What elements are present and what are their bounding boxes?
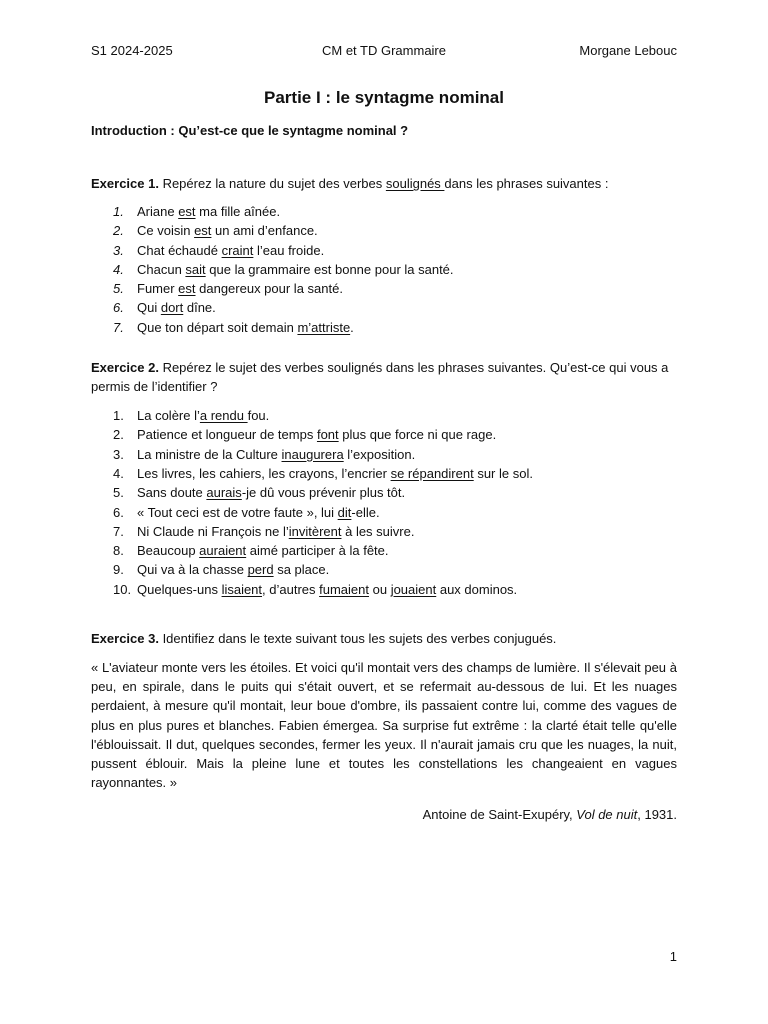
sentence-text: Beaucoup — [137, 543, 200, 559]
header-semester: S1 2024-2025 — [91, 43, 173, 58]
underlined-verb: perd — [247, 562, 274, 578]
sentence-text: Ariane — [137, 204, 179, 219]
list-item — [91, 202, 677, 221]
item-number: 6. — [113, 300, 124, 316]
sentence-text: un ami d’enfance. — [211, 223, 318, 239]
underlined-verb: lisaient — [221, 581, 263, 597]
page-header — [91, 43, 677, 61]
header-course: CM et TD Grammaire — [322, 43, 446, 58]
sentence-text: Sans doute — [137, 485, 207, 501]
sentence-text: -elle. — [351, 504, 380, 520]
item-number: 2. — [113, 427, 124, 443]
exercise-2-label: Exercice 2. — [91, 360, 159, 376]
introduction-heading: Introduction : Qu’est-ce que le syntagme nominal ? — [91, 123, 409, 138]
underlined-verb: jouaient — [390, 581, 437, 597]
sentence-text: Patience et longueur de temps — [137, 427, 317, 443]
sentence-text: Ce voisin — [137, 223, 195, 239]
sentence-text: , d’autres — [262, 581, 320, 597]
list-item — [91, 580, 677, 599]
sentence-text: que la grammaire est bonne pour la santé. — [205, 261, 454, 277]
document-body — [91, 86, 677, 837]
exercise-1-underlined-word: soulignés — [385, 176, 445, 191]
sentence-text: -je dû vous prévenir plus tôt. — [241, 485, 406, 501]
underlined-verb: est — [178, 204, 196, 219]
list-item — [91, 560, 677, 579]
list-item — [91, 464, 677, 483]
underlined-verb: inaugurera — [281, 446, 344, 462]
list-item — [91, 298, 677, 317]
exercise-2-instruction — [91, 358, 677, 396]
exercise-2-list — [91, 406, 677, 599]
underlined-verb: a rendu — [199, 408, 248, 424]
underlined-verb: dit — [337, 504, 352, 520]
item-number: 7. — [113, 523, 124, 539]
exercise-3-text: Identifiez dans le texte suivant tous les sujets des verbes conjugués. — [158, 631, 557, 647]
item-number: 2. — [113, 223, 124, 239]
exercise-1-label: Exercice 1. — [91, 176, 159, 191]
list-item — [91, 483, 677, 502]
list-item — [91, 221, 677, 240]
exercise-1-instruction — [91, 174, 677, 193]
attribution-year: , 1931. — [637, 807, 677, 823]
quoted-passage: « L'aviateur monte vers les étoiles. Et voici qu'il montait vers des champs de lumière. Il s'élevait peu à peu, en spirale, dans le puits qui s'était ouvert, et se refermait au-dessous de lui. Et les nuages perdaient, à mesure qu'il montait, leur boue d'ombre, ils passaient contre lui, comme des vagues de plus en plus pures et blanches. Fabien émergea. Sa surprise fut extrême : la clarté était telle qu'elle l'éblouissait. Il dut, quelques secondes, fermer les yeux. Il n'aurait jamais cru que les nuages, la nuit, pussent éblouir. Mais la pleine lune et toutes les constellations les changeaient en vagues rayonnantes. » — [91, 660, 677, 791]
item-number: 3. — [113, 242, 124, 258]
sentence-text: aux dominos. — [436, 581, 518, 597]
list-item — [91, 425, 677, 444]
item-number: 7. — [113, 319, 124, 335]
underlined-verb: auraient — [199, 543, 247, 559]
exercise-1-list — [91, 202, 677, 337]
underlined-verb: invitèrent — [288, 523, 342, 539]
item-number: 3. — [113, 446, 124, 462]
item-number: 9. — [113, 562, 124, 578]
sentence-text: l’eau froide. — [253, 242, 325, 258]
item-number: 1. — [113, 204, 124, 219]
item-number: 10. — [113, 581, 132, 597]
underlined-verb: craint — [221, 242, 254, 258]
sentence-text: « Tout ceci est de votre faute », lui — [137, 504, 338, 520]
underlined-verb: est — [178, 281, 196, 297]
item-number: 6. — [113, 504, 124, 520]
sentence-text: fou. — [247, 408, 270, 424]
sentence-text: sur le sol. — [473, 465, 533, 481]
attribution-book-title: Vol de nuit — [576, 807, 638, 823]
sentence-text: dangereux pour la santé. — [195, 281, 343, 297]
list-item — [91, 445, 677, 464]
underlined-verb: sait — [185, 261, 206, 277]
item-number: 1. — [113, 408, 124, 424]
quote-attribution — [91, 805, 677, 824]
list-item — [91, 318, 677, 337]
exercise-1-text-end: dans les phrases suivantes : — [444, 176, 609, 191]
exercise-3-instruction — [91, 629, 677, 648]
exercise-2-text: Repérez le sujet des verbes soulignés dans les phrases suivantes. Qu’est-ce qui vous a permis de l’identifier ? — [91, 360, 669, 395]
sentence-text: . — [350, 319, 354, 335]
item-number: 5. — [113, 281, 124, 297]
list-item — [91, 406, 677, 425]
sentence-text: Que ton départ soit demain — [137, 319, 298, 335]
underlined-verb: se répandirent — [390, 465, 474, 481]
underlined-verb: m’attriste — [297, 319, 351, 335]
exercise-1-text: Repérez la nature du sujet des verbes — [158, 176, 386, 191]
header-author: Morgane Lebouc — [579, 43, 677, 58]
page-number: 1 — [669, 949, 677, 964]
sentence-text: La colère l’ — [137, 408, 200, 424]
sentence-text: aimé participer à la fête. — [246, 543, 389, 559]
sentence-text: Quelques-uns — [137, 581, 222, 597]
sentence-text: Les livres, les cahiers, les crayons, l’encrier — [137, 465, 391, 481]
sentence-text: Chat échaudé — [137, 242, 222, 258]
sentence-text: Fumer — [137, 281, 179, 297]
list-item — [91, 503, 677, 522]
underlined-verb: aurais — [206, 485, 242, 501]
list-item — [91, 260, 677, 279]
item-number: 8. — [113, 543, 124, 559]
item-number: 5. — [113, 485, 124, 501]
sentence-text: l’exposition. — [343, 446, 416, 462]
attribution-author: Antoine de Saint-Exupéry, — [422, 807, 577, 823]
exercise-3-label: Exercice 3. — [91, 631, 159, 647]
item-number: 4. — [113, 261, 124, 277]
underlined-verb: fumaient — [319, 581, 369, 597]
sentence-text: sa place. — [273, 562, 330, 578]
underlined-verb: est — [194, 223, 212, 239]
sentence-text: Chacun — [137, 261, 186, 277]
page-title: Partie I : le syntagme nominal — [264, 88, 504, 107]
sentence-text: La ministre de la Culture — [137, 446, 282, 462]
underlined-verb: font — [316, 427, 339, 443]
underlined-verb: dort — [160, 300, 184, 316]
sentence-text: Ni Claude ni François ne l’ — [137, 523, 289, 539]
sentence-text: dîne. — [183, 300, 216, 316]
item-number: 4. — [113, 465, 124, 481]
sentence-text: ma fille aînée. — [195, 204, 281, 219]
sentence-text: plus que force ni que rage. — [338, 427, 497, 443]
list-item — [91, 522, 677, 541]
list-item — [91, 279, 677, 298]
sentence-text: à les suivre. — [341, 523, 415, 539]
list-item — [91, 541, 677, 560]
sentence-text: Qui va à la chasse — [137, 562, 248, 578]
list-item — [91, 241, 677, 260]
sentence-text: Qui — [137, 300, 161, 316]
sentence-text: ou — [369, 581, 391, 597]
